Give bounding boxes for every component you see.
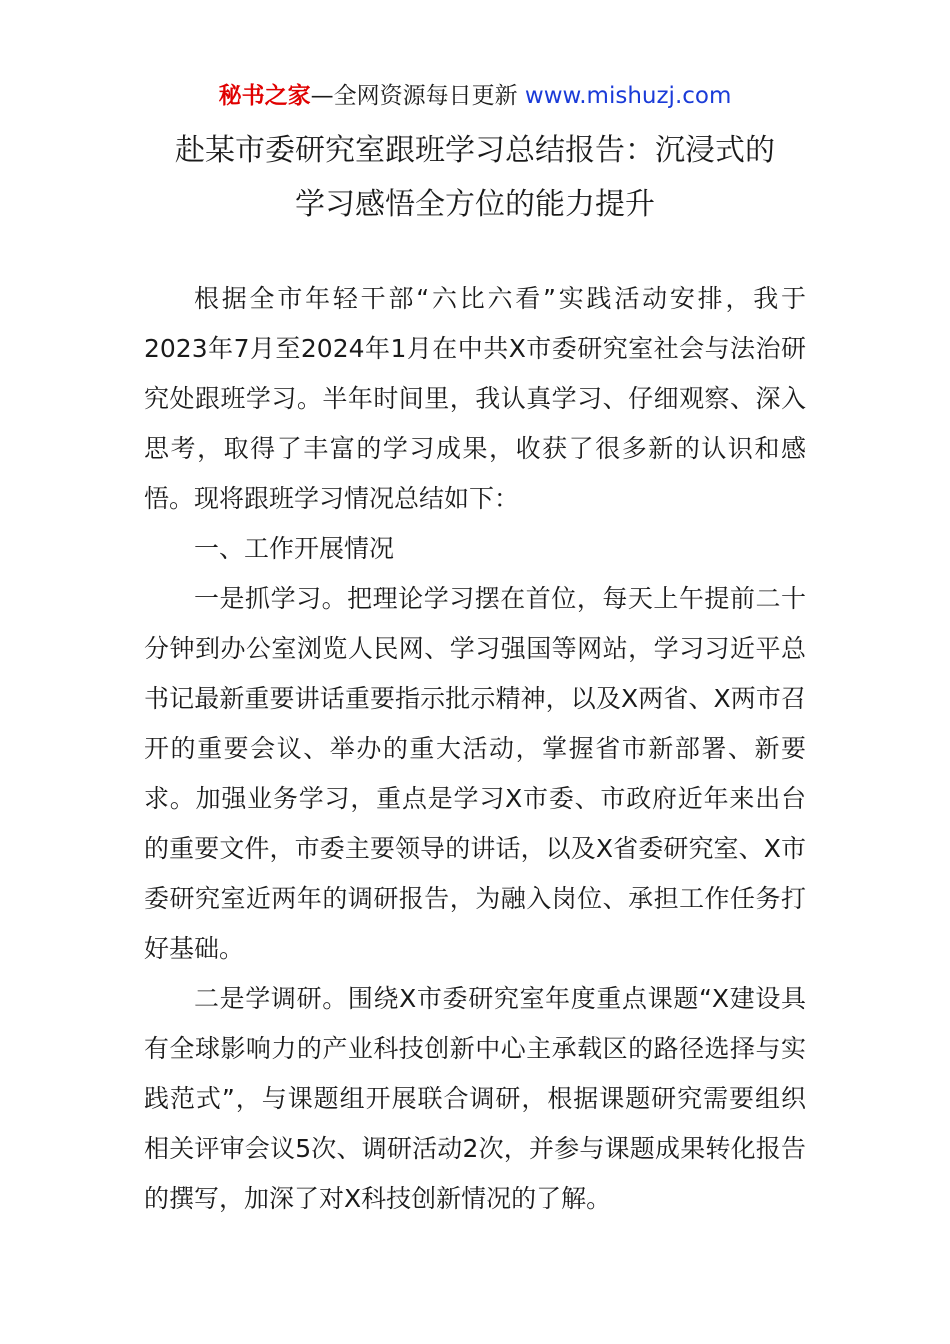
document-title <box>100 124 850 232</box>
title-line-2: 学习感悟全方位的能力提升 <box>295 187 655 222</box>
paragraph-intro: 根据全市年轻干部“六比六看”实践活动安排，我于2023年7月至2024年1月在中共X市委研究室社会与法治研究处跟班学习。半年时间里，我认真学习、仔细观察、深入思考，取得了丰富的学习成果，收获了很多新的认识和感悟。现将跟班学习情况总结如下： <box>144 284 806 513</box>
paragraph-research: 二是学调研。围绕X市委研究室年度重点课题“X建设具有全球影响力的产业科技创新中心主承载区的路径选择与实践范式”，与课题组开展联合调研，根据课题研究需要组织相关评审会议5次、调研活动2次，并参与课题成果转化报告的撰写，加深了对X科技创新情况的了解。 <box>144 984 806 1213</box>
section-heading: 一、工作开展情况 <box>194 534 395 563</box>
site-tagline: —全网资源每日更新 <box>310 83 525 109</box>
site-url-link[interactable]: www.mishuzj.com <box>524 83 732 109</box>
site-brand: 秘书之家 <box>218 83 311 109</box>
title-line-1: 赴某市委研究室跟班学习总结报告：沉浸式的 <box>175 133 775 168</box>
paragraph-study: 一是抓学习。把理论学习摆在首位，每天上午提前二十分钟到办公室浏览人民网、学习强国等网站，学习习近平总书记最新重要讲话重要指示批示精神，以及X两省、X两市召开的重要会议、举办的重大活动，掌握省市新部署、新要求。加强业务学习，重点是学习X市委、市政府近年来出台的重要文件，市委主要领导的讲话，以及X省委研究室、X市委研究室近两年的调研报告，为融入岗位、承担工作任务打好基础。 <box>144 584 806 963</box>
document-body <box>144 274 806 1224</box>
site-header <box>0 80 950 112</box>
